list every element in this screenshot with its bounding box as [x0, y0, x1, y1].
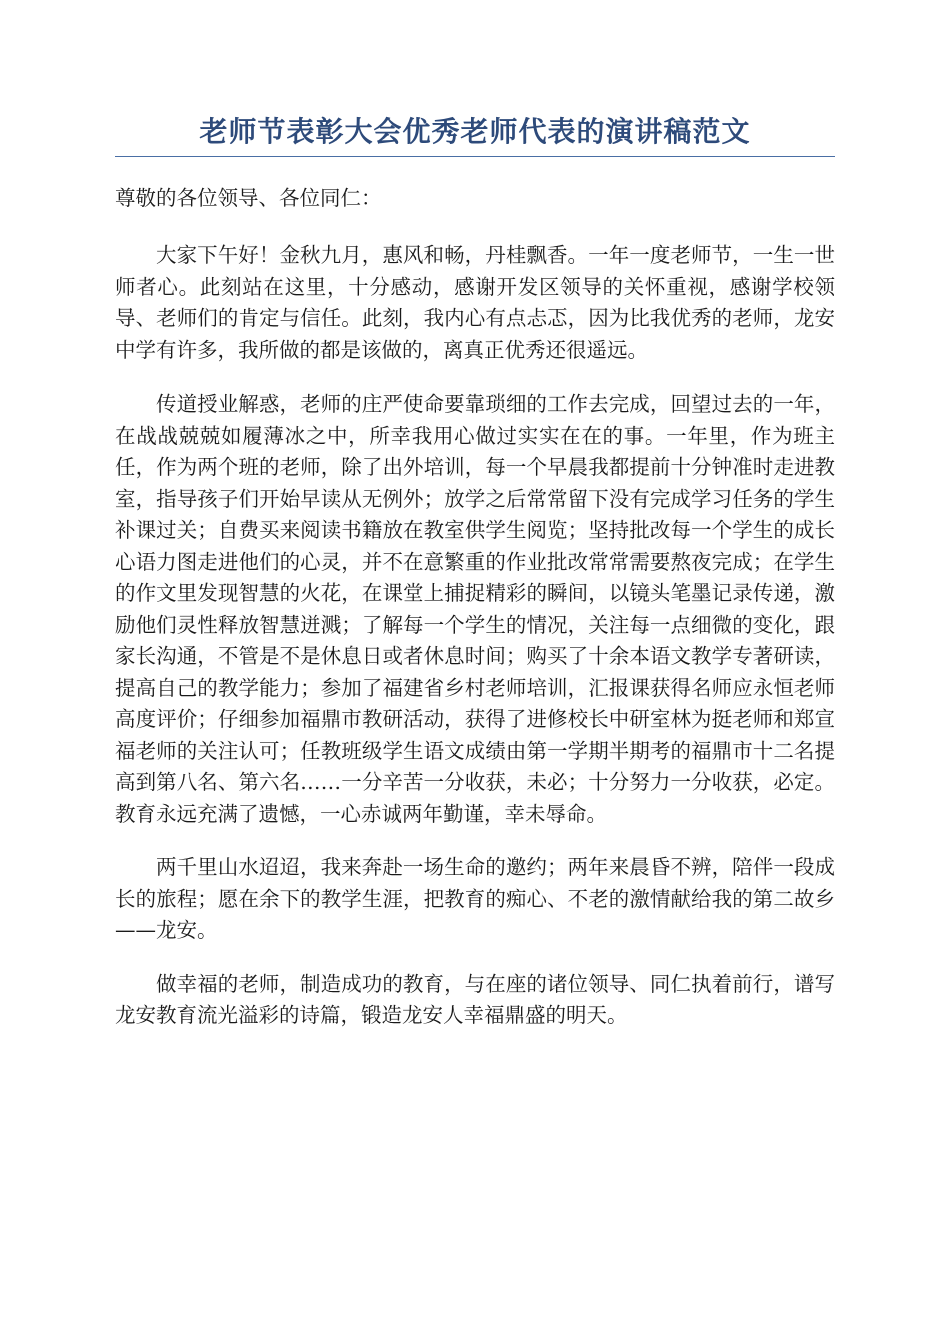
paragraph-commitment: 两千里山水迢迢，我来奔赴一场生命的邀约；两年来晨昏不辨，陪伴一段成长的旅程；愿在余下的教学生涯，把教育的痴心、不老的激情献给我的第二故乡——龙安。	[115, 855, 835, 942]
paragraph-work-review: 传道授业解惑，老师的庄严使命要靠琐细的工作去完成，回望过去的一年，在战战兢兢如履薄冰之中，所幸我用心做过实实在在的事。一年里，作为班主任，作为两个班的老师，除了出外培训，每一个早晨我都提前十分钟准时走进教室，指导孩子们开始早读从无例外；放学之后常常留下没有完成学习任务的学生补课过关；自费买来阅读书籍放在教室供学生阅览；坚持批改每一个学生的成长心语力图走进他们的心灵，并不在意繁重的作业批改常常需要熬夜完成；在学生的作文里发现智慧的火花，在课堂上捕捉精彩的瞬间，以镜头笔墨记录传递，激励他们灵性释放智慧迸溅；了解每一个学生的情况，关注每一点细微的变化，跟家长沟通，不管是不是休息日或者休息时间；购买了十余本语文教学专著研读，提高自己的教学能力；参加了福建省乡村老师培训，汇报课获得名师应永恒老师高度评价；仔细参加福鼎市教研活动，获得了进修校长中研室林为挺老师和郑宣福老师的关注认可；任教班级学生语文成绩由第一学期半期考的福鼎市十二名提高到第八名、第六名……一分辛苦一分收获，未必；十分努力一分收获，必定。教育永远充满了遗憾，一心赤诚两年勤谨，幸未辱命。	[115, 392, 835, 826]
paragraph-greeting: 大家下午好！金秋九月，惠风和畅，丹桂飘香。一年一度老师节，一生一世师者心。此刻站在这里，十分感动，感谢开发区领导的关怀重视，感谢学校领导、老师们的肯定与信任。此刻，我内心有点忐忑，因为比我优秀的老师，龙安中学有许多，我所做的都是该做的，离真正优秀还很遥远。	[115, 243, 835, 362]
document-page	[115, 110, 835, 1032]
salutation: 尊敬的各位领导、各位同仁：	[115, 186, 382, 210]
paragraph-closing: 做幸福的老师，制造成功的教育，与在座的诸位领导、同仁执着前行，谱写龙安教育流光溢彩的诗篇，锻造龙安人幸福鼎盛的明天。	[115, 971, 835, 1027]
document-title: 老师节表彰大会优秀老师代表的演讲稿范文	[115, 110, 835, 157]
